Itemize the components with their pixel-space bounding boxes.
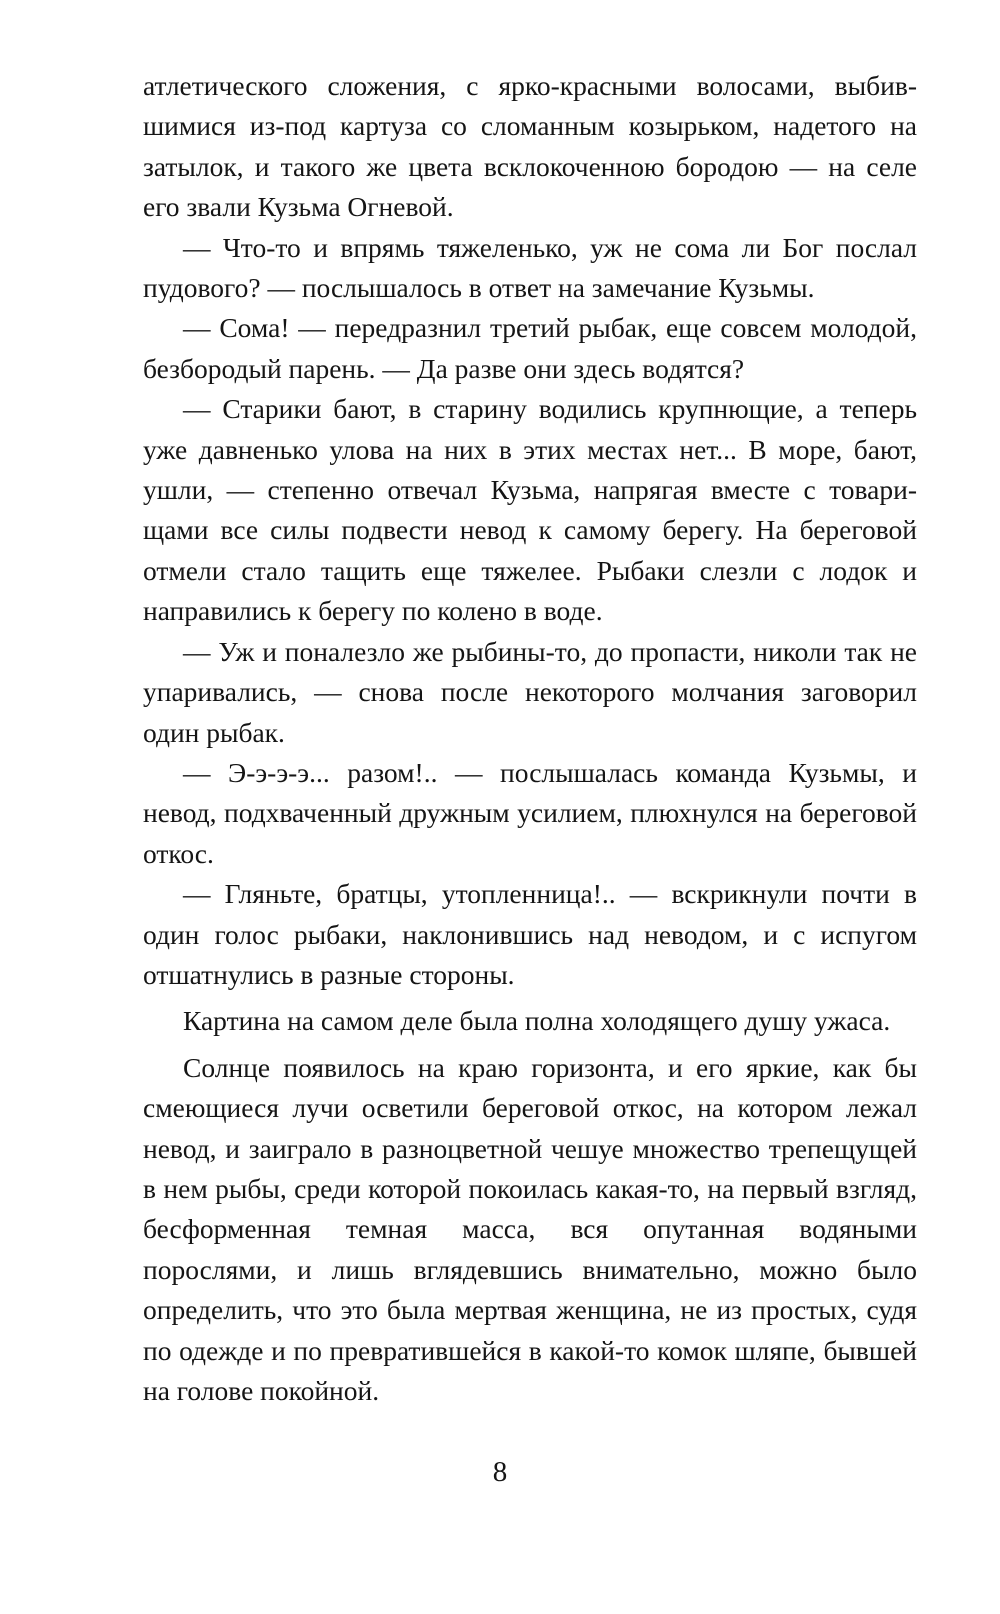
paragraph-continuation: атлетического сложения, с ярко-красными волосами, выбившимися из-под картуза со сломанным козырьком, надетого на затылок, и такого же цвета всклокоченною бородою — на селе его звали Кузьма Огневой. [143,70,917,223]
paragraph-dialogue: — Сома! — передразнил третий рыбак, еще совсем молодой, безбородый парень. — Да разве они здесь водятся? [143,312,917,384]
page-number: 8 [492,1456,508,1488]
paragraph-dialogue: — Гляньте, братцы, утопленница!.. — вскрикнули почти в один голос рыбаки, наклонившись над неводом, и с испугом отшатнулись в разные стороны. [143,878,917,990]
paragraph-dialogue: — Что-то и впрямь тяжеленько, уж не сома ли Бог послал пудового? — послышалось в ответ на замечание Кузьмы. [143,231,917,304]
paragraph-dialogue: — Уж и поналезло же рыбины-то, до пропасти, николи так не упаривались, — снова после некоторого молчания заговорил один рыбак. [143,635,917,748]
paragraph-dialogue: — Э-э-э-э... разом!.. — послышалась команда Кузьмы, и невод, подхваченный дружным усилием, плюхнулся на береговой откос. [143,756,917,869]
page-body [143,66,917,1411]
paragraph-dialogue: — Старики бают, в старину водились крупнющие, а теперь уже давненько улова на них в этих местах нет... В море, бают, ушли, — степенно отвечал Кузьма, напрягая вместе с товарищами все силы подвести невод к самому берегу. На береговой отмели стало тащить еще тяжелее. Рыбаки слезли с лодок и направились к берегу по колено в воде. [143,393,917,627]
paragraph-narrative: Солнце появилось на краю горизонта, и его яркие, как бы смеющиеся лучи осветили береговой откос, на котором лежал невод, и заиграло в разноцветной чешуе множество трепещущей в нем рыбы, среди которой покоилась какая-то, на первый взгляд, бесформенная темная масса, вся опутанная водяными порослями, и лишь вглядевшись внимательно, можно было определить, что это была мертвая женщина, не из простых, судя по одежде и по превратившейся в какой-то комок шляпе, бывшей на голове покойной. [143,1051,917,1406]
paragraph-narrative: Картина на самом деле была полна холодящего душу ужаса. [183,1005,891,1037]
